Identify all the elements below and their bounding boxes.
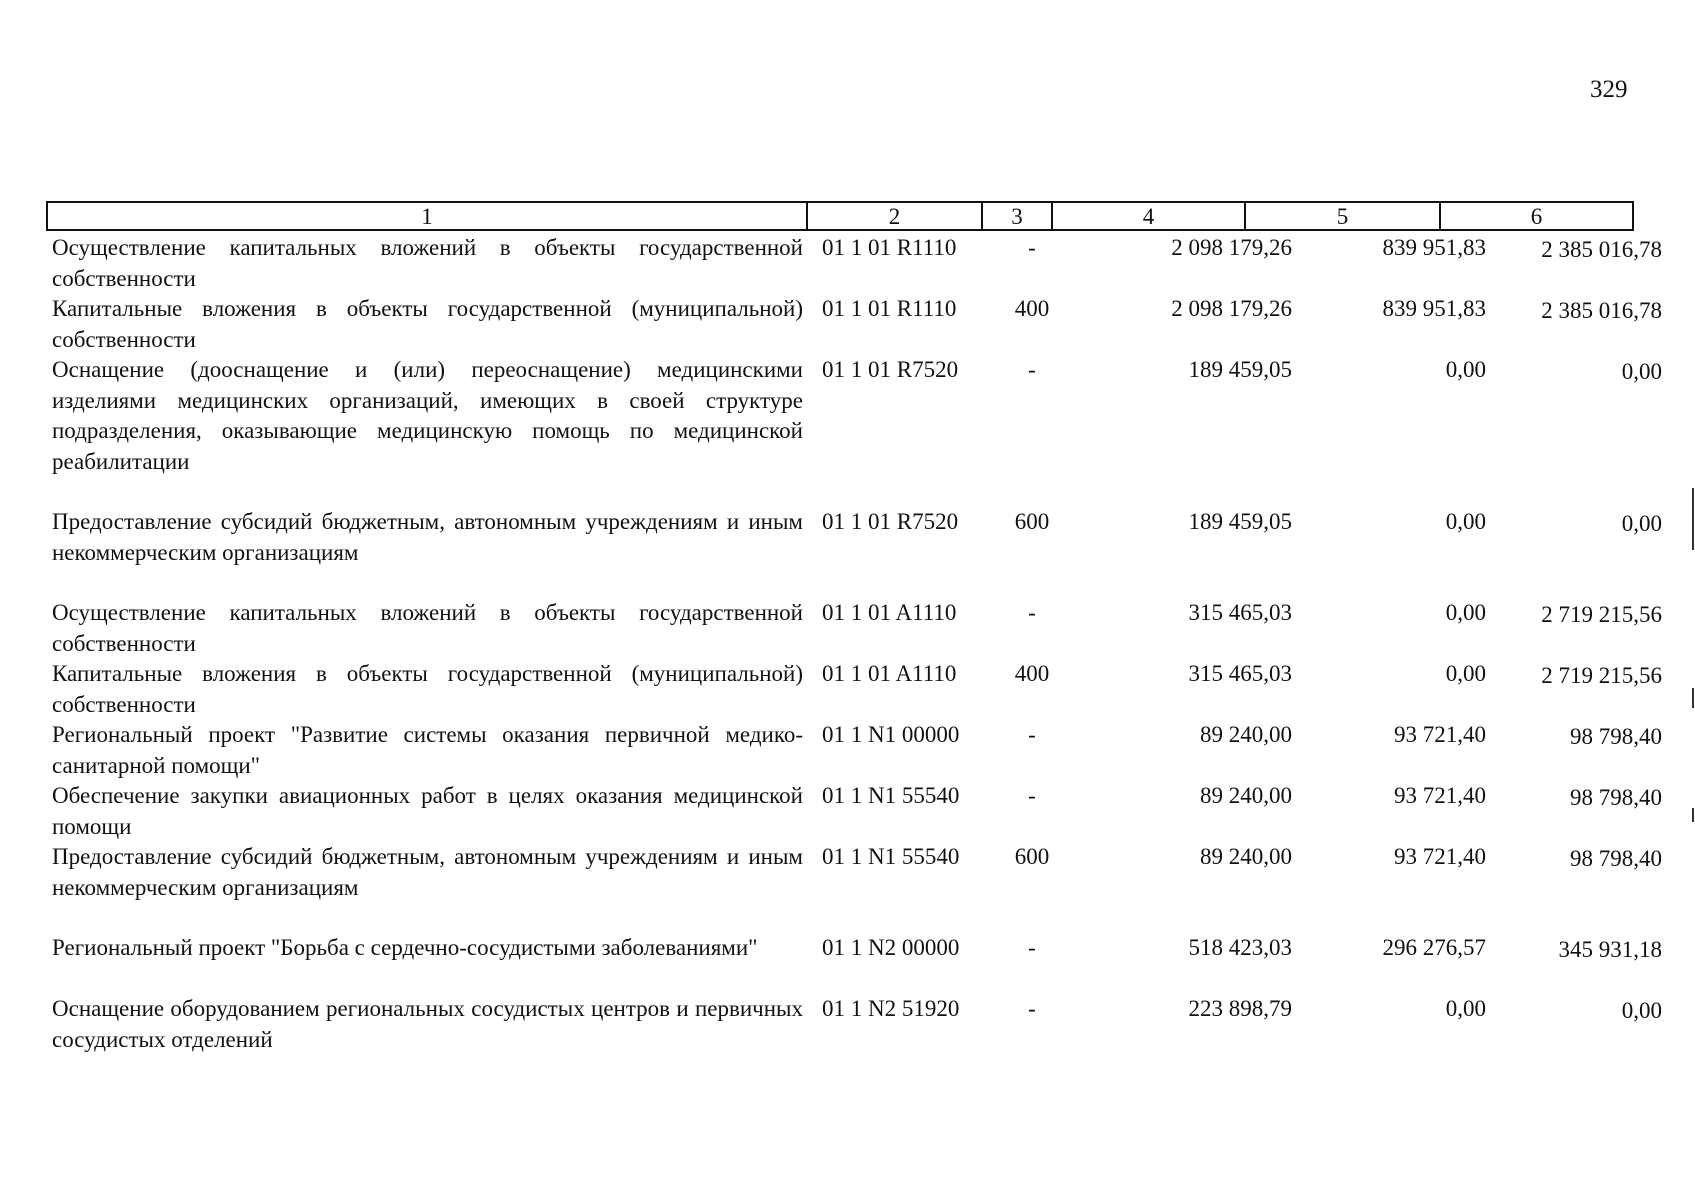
row-value-6: 0,00 [1621, 511, 1662, 536]
table-body [52, 233, 1662, 1055]
row-value-4: 315 465,03 [1188, 661, 1292, 686]
row-value-4: 89 240,00 [1200, 722, 1292, 747]
row-code: 01 1 N1 00000 [822, 722, 960, 747]
row-value-4: 89 240,00 [1200, 783, 1292, 808]
row-value-5: 0,00 [1445, 357, 1486, 382]
row-description: Предоставление субсидий бюджетным, автономным учреждениям и иным некоммерческим организациям [52, 844, 803, 900]
row-value-6: 98 798,40 [1570, 785, 1662, 810]
table-header [46, 201, 1634, 231]
header-col-3: 3 [983, 203, 1053, 229]
row-value-6: 98 798,40 [1570, 724, 1662, 749]
row-value-5: 0,00 [1445, 996, 1486, 1021]
scan-artifact [1692, 488, 1694, 550]
row-value-6: 2 719 215,56 [1541, 663, 1662, 688]
row-description: Капитальные вложения в объекты государственной (муниципальной) собственности [52, 296, 803, 352]
table-row [52, 598, 1662, 659]
row-value-5: 0,00 [1445, 509, 1486, 534]
row-value-6: 0,00 [1621, 359, 1662, 384]
row-value-4: 89 240,00 [1200, 844, 1292, 869]
row-type: 400 [1014, 661, 1050, 686]
table-row [52, 933, 1662, 994]
row-value-4: 315 465,03 [1188, 600, 1292, 625]
row-value-6: 2 385 016,78 [1541, 298, 1662, 323]
row-description: Осуществление капитальных вложений в объекты государственной собственности [52, 600, 803, 656]
row-description: Обеспечение закупки авиационных работ в целях оказания медицинской помощи [52, 783, 803, 839]
row-code: 01 1 01 A1110 [822, 600, 957, 625]
row-description: Капитальные вложения в объекты государственной (муниципальной) собственности [52, 661, 803, 717]
row-description: Оснащение оборудованием региональных сосудистых центров и первичных сосудистых отделений [52, 996, 803, 1052]
row-description: Осуществление капитальных вложений в объекты государственной собственности [52, 235, 803, 291]
table-row [52, 720, 1662, 781]
row-description: Оснащение (дооснащение и (или) переоснащение) медицинскими изделиями медицинских организаций, имеющих в своей структуре подразделения, оказывающие медицинскую помощь по медицинской реабилитации [52, 357, 803, 474]
row-type: - [1028, 357, 1036, 382]
row-type: - [1028, 600, 1036, 625]
row-code: 01 1 N1 55540 [822, 844, 960, 869]
row-code: 01 1 N1 55540 [822, 783, 960, 808]
table-row [52, 781, 1662, 842]
row-code: 01 1 01 R1110 [822, 235, 957, 260]
row-value-5: 93 721,40 [1394, 783, 1486, 808]
table-row [52, 233, 1662, 294]
row-value-5: 0,00 [1445, 600, 1486, 625]
row-type: 600 [1014, 844, 1050, 869]
row-value-5: 0,00 [1445, 661, 1486, 686]
table-row [52, 659, 1662, 720]
row-value-4: 223 898,79 [1188, 996, 1292, 1021]
row-value-4: 518 423,03 [1188, 935, 1292, 960]
page-number: 329 [1590, 76, 1628, 103]
row-type: - [1028, 783, 1036, 808]
row-type: - [1028, 235, 1036, 260]
table-row [52, 355, 1662, 507]
row-code: 01 1 01 R7520 [822, 509, 959, 534]
row-value-4: 2 098 179,26 [1171, 235, 1292, 260]
row-value-6: 98 798,40 [1570, 846, 1662, 871]
table-row [52, 507, 1662, 598]
row-value-5: 93 721,40 [1394, 722, 1486, 747]
row-description: Региональный проект "Борьба с сердечно-сосудистыми заболеваниями" [52, 935, 758, 960]
table-row [52, 994, 1662, 1055]
row-value-4: 189 459,05 [1188, 509, 1292, 534]
row-type: - [1028, 996, 1036, 1021]
row-code: 01 1 01 R1110 [822, 296, 957, 321]
scan-artifact [1692, 808, 1694, 822]
header-col-5: 5 [1246, 203, 1441, 229]
row-type: - [1028, 935, 1036, 960]
row-value-4: 2 098 179,26 [1171, 296, 1292, 321]
row-code: 01 1 N2 00000 [822, 935, 960, 960]
row-value-4: 189 459,05 [1188, 357, 1292, 382]
row-code: 01 1 N2 51920 [822, 996, 960, 1021]
header-col-1: 1 [48, 203, 808, 229]
header-col-6: 6 [1530, 204, 1543, 229]
row-value-5: 839 951,83 [1382, 296, 1486, 321]
row-description: Предоставление субсидий бюджетным, автономным учреждениям и иным некоммерческим организациям [52, 509, 803, 565]
row-value-5: 93 721,40 [1394, 844, 1486, 869]
row-value-6: 2 385 016,78 [1541, 237, 1662, 262]
row-description: Региональный проект "Развитие системы оказания первичной медико-санитарной помощи" [52, 722, 803, 778]
row-value-5: 839 951,83 [1382, 235, 1486, 260]
row-value-6: 345 931,18 [1558, 937, 1662, 962]
header-col-4: 4 [1053, 203, 1246, 229]
row-value-6: 2 719 215,56 [1541, 602, 1662, 627]
table-row [52, 842, 1662, 933]
row-type: - [1028, 722, 1036, 747]
row-code: 01 1 01 R7520 [822, 357, 959, 382]
row-code: 01 1 01 A1110 [822, 661, 957, 686]
row-type: 600 [1014, 509, 1050, 534]
scan-artifact [1692, 688, 1694, 708]
header-col-2: 2 [808, 203, 983, 229]
row-value-5: 296 276,57 [1382, 935, 1486, 960]
table-row [52, 294, 1662, 355]
row-value-6: 0,00 [1621, 998, 1662, 1023]
row-type: 400 [1014, 296, 1050, 321]
